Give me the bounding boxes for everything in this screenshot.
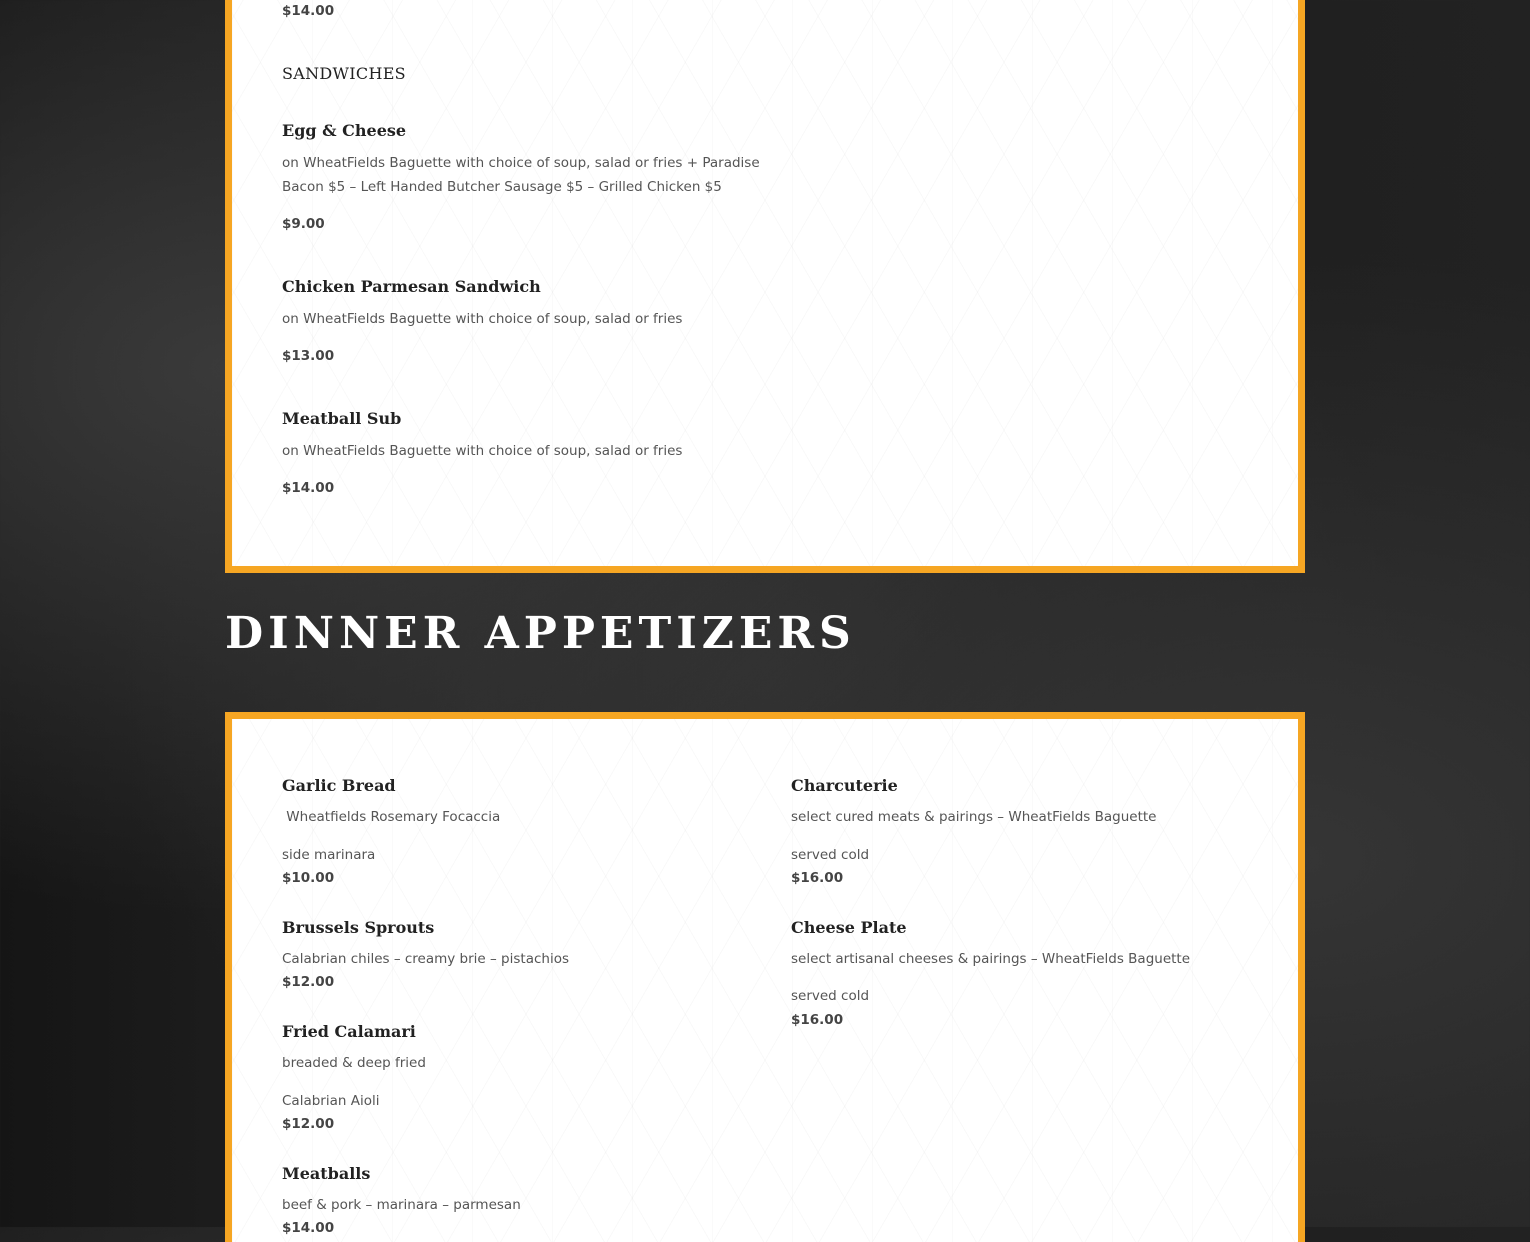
item-name: Charcuterie <box>791 776 898 795</box>
item-name: Egg & Cheese <box>282 121 407 140</box>
item-price: $13.00 <box>282 348 335 364</box>
item-price: $12.00 <box>282 974 335 990</box>
lunch-menu-panel <box>225 0 1305 573</box>
item-name: Chicken Parmesan Sandwich <box>282 277 541 296</box>
item-description: beef & pork – marinara – parmesan <box>282 1197 521 1213</box>
item-description: served cold <box>791 988 870 1004</box>
item-name: Brussels Sprouts <box>282 918 435 937</box>
item-description: breaded & deep fried <box>282 1055 426 1071</box>
item-description: on WheatFields Baguette with choice of soup, salad or fries <box>282 443 683 459</box>
item-name: Fried Calamari <box>282 1022 416 1041</box>
item-description: Bacon $5 – Left Handed Butcher Sausage $5 – Grilled Chicken $5 <box>282 179 722 195</box>
item-name: Meatball Sub <box>282 409 402 428</box>
dinner-appetizers-panel <box>225 712 1305 1242</box>
section-title-dinner-appetizers: DINNER APPETIZERS <box>225 608 856 659</box>
item-description: on WheatFields Baguette with choice of soup, salad or fries <box>282 311 683 327</box>
item-description: side marinara <box>282 847 376 863</box>
item-price: $16.00 <box>791 1012 844 1028</box>
item-description: select cured meats & pairings – WheatFields Baguette <box>791 809 1157 825</box>
item-name: Meatballs <box>282 1164 371 1183</box>
item-description: Calabrian Aioli <box>282 1093 380 1109</box>
category-heading-sandwiches: SANDWICHES <box>282 64 406 83</box>
item-description: Calabrian chiles – creamy brie – pistachios <box>282 951 570 967</box>
item-price: $12.00 <box>282 1116 335 1132</box>
item-name: Cheese Plate <box>791 918 907 937</box>
previous-item-price: $14.00 <box>282 3 335 19</box>
item-description: on WheatFields Baguette with choice of soup, salad or fries + Paradise <box>282 155 760 171</box>
item-price: $16.00 <box>791 870 844 886</box>
item-price: $14.00 <box>282 1220 335 1236</box>
item-description: served cold <box>791 847 870 863</box>
item-description: Wheatfields Rosemary Focaccia <box>282 809 501 825</box>
item-price: $10.00 <box>282 870 335 886</box>
item-name: Garlic Bread <box>282 776 396 795</box>
item-price: $9.00 <box>282 216 325 232</box>
item-description: select artisanal cheeses & pairings – WheatFields Baguette <box>791 951 1191 967</box>
item-price: $14.00 <box>282 480 335 496</box>
